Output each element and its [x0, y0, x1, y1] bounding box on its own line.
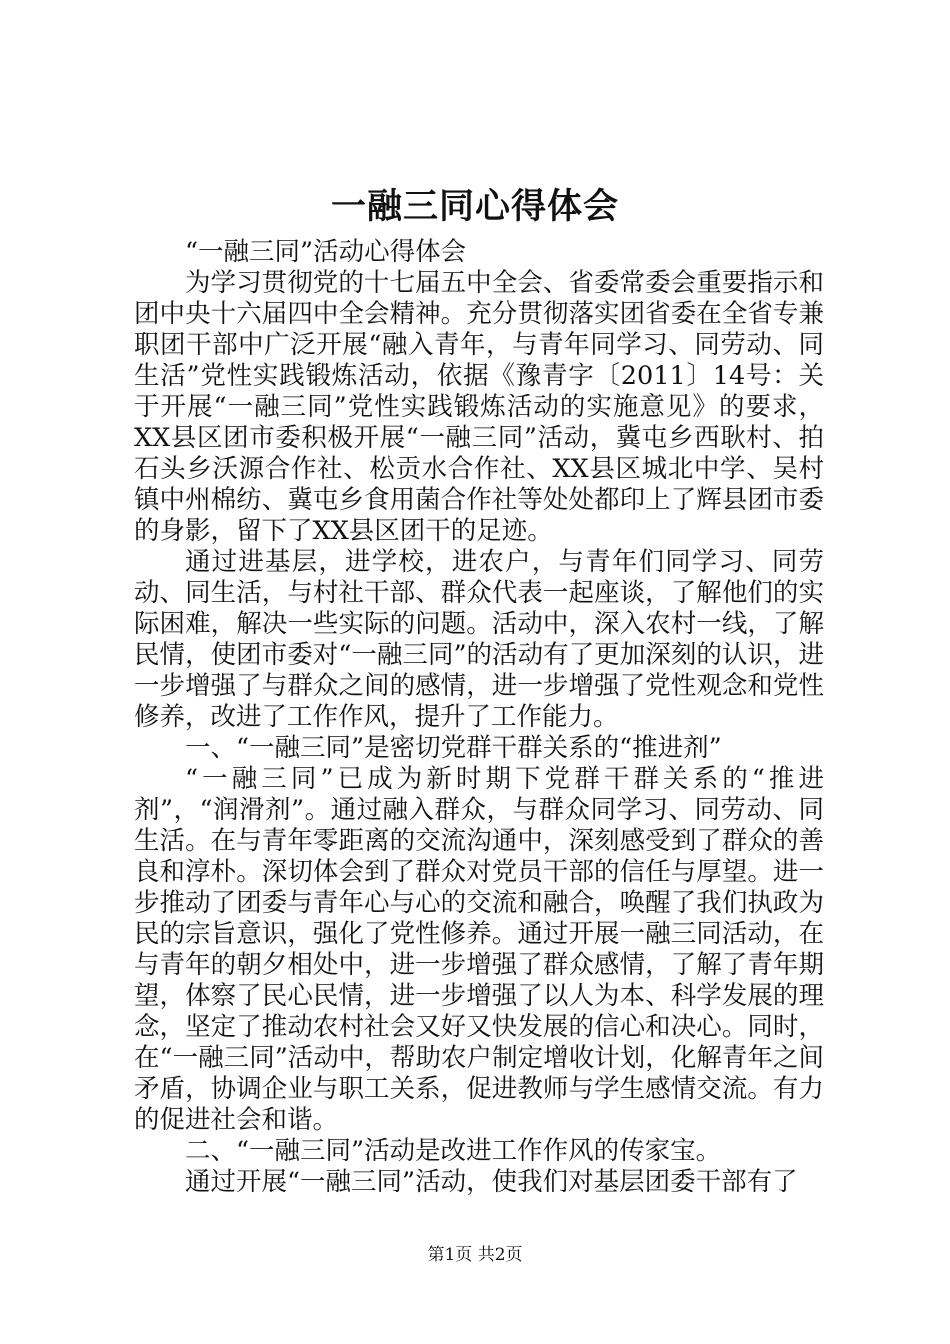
- document-title: 一融三同心得体会: [330, 186, 619, 227]
- paragraph-section-2: 通过开展“一融三同”活动，使我们对基层团委干部有了: [185, 1167, 798, 1197]
- document-body: [134, 237, 824, 1198]
- paragraph-activities: 通过进基层，进学校，进农户，与青年们同学习、同劳动、同生活，与村社干部、群众代表一起座谈，了解他们的实际困难，解决一些实际的问题。活动中，深入农村一线，了解民情，使团市委对“一融三同”的活动有了更加深刻的认识，进一步增强了与群众之间的感情，进一步增强了党性观念和党性修养，改进了工作作风，提升了工作能力。: [134, 547, 824, 732]
- page-footer: 第1页 共2页: [427, 1245, 523, 1265]
- paragraph-intro: 为学习贯彻党的十七届五中全会、省委常委会重要指示和团中央十六届四中全会精神。充分贯彻落实团省委在全省专兼职团干部中广泛开展“融入青年，与青年同学习、同劳动、同生活”党性实践锻炼活动，依据《豫青字〔2011〕14号：关于开展“一融三同”党性实践锻炼活动的实施意见》的要求，XX县区团市委积极开展“一融三同”活动，冀屯乡西耿村、拍石头乡沃源合作社、松贡水合作社、XX县区城北中学、吴村镇中州棉纺、冀屯乡食用菌合作社等处处都印上了辉县团市委的身影，留下了XX县区团干的足迹。: [134, 268, 824, 546]
- paragraph-section-1: “一融三同”已成为新时期下党群干群关系的“推进剂”，“润滑剂”。通过融入群众，与群众同学习、同劳动、同生活。在与青年零距离的交流沟通中，深刻感受到了群众的善良和淳朴。深切体会到了群众对党员干部的信任与厚望。进一步推动了团委与青年心与心的交流和融合，唤醒了我们执政为民的宗旨意识，强化了党性修养。通过开展一融三同活动，在与青年的朝夕相处中，进一步增强了群众感情，了解了青年期望，体察了民心民情，进一步增强了以人为本、科学发展的理念，坚定了推动农村社会又好又快发展的信心和决心。同时，在“一融三同”活动中，帮助农户制定增收计划，化解青年之间矛盾，协调企业与职工关系，促进教师与学生感情交流。有力的促进社会和谐。: [134, 764, 824, 1135]
- section-heading-2: 二、“一融三同”活动是改进工作作风的传家宝。: [185, 1136, 722, 1166]
- section-heading-1: 一、“一融三同”是密切党群干群关系的“推进剂”: [185, 733, 722, 763]
- paragraph-subtitle: “一融三同”活动心得体会: [185, 237, 467, 267]
